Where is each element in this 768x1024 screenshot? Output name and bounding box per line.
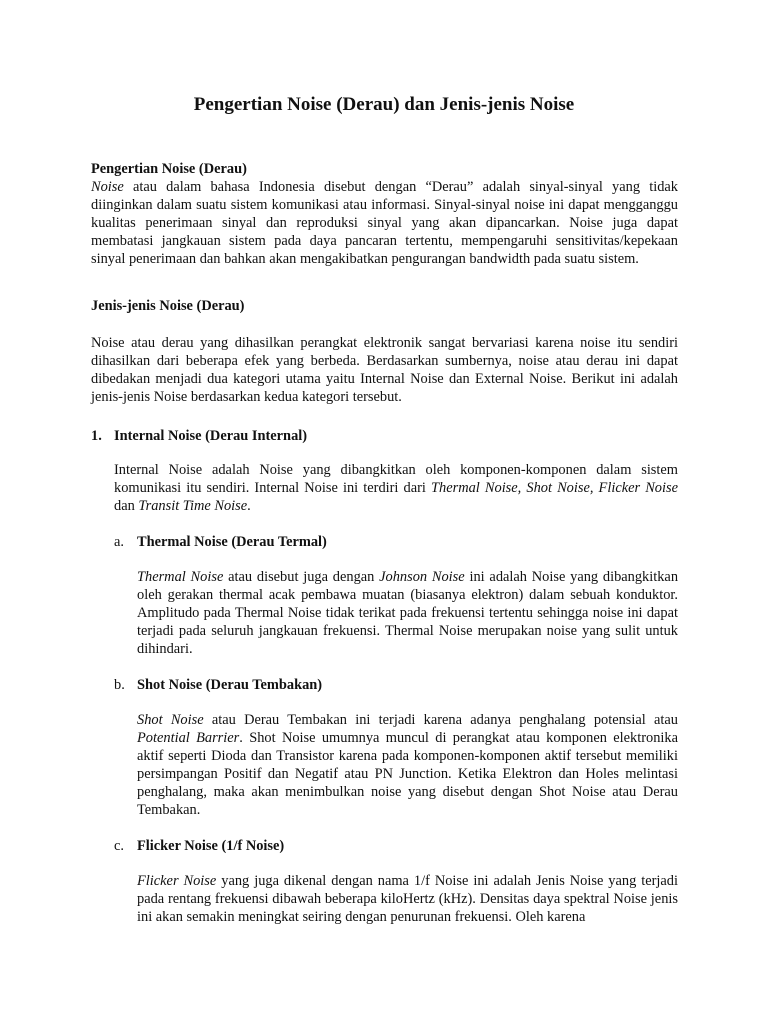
list-letter-b: b. xyxy=(114,677,125,693)
section-heading-definition: Pengertian Noise (Derau) xyxy=(91,161,247,177)
shot-text-a: atau Derau Tembakan ini terjadi karena adanya penghalang potensial atau xyxy=(203,712,678,728)
definition-text: atau dalam bahasa Indonesia disebut dengan “Derau” adalah sinyal-sinyal yang tidak diinginkan dalam suatu sistem komunikasi atau informasi. Sinyal-sinyal noise ini dapat mengganggu kualitas penerimaan sinyal dan reproduksi sinyal yang akan dipancarkan. Noise juga dapat membatasi jangkauan sistem pada daya pancaran tertentu, mempengaruhi sensitivitas/kepekaan sinyal penerimaan dan bahkan akan mengakibatkan pengurangan bandwidth pada suatu sistem. xyxy=(91,179,678,267)
thermal-text-b: ini adalah Noise yang dibangkitkan oleh gerakan thermal acak pembawa muatan (biasanya elektron) dalam sebuah konduktor. Amplitudo pada Thermal Noise tidak terikat pada frekuensi tertentu sehingga noise ini dapat terjadi pada seluruh jangkauan frekuensi. Thermal Noise merupakan noise yang sulit untuk dihindari. xyxy=(137,569,679,657)
shot-noise-paragraph xyxy=(137,711,678,819)
thermal-noise-paragraph xyxy=(137,568,678,658)
thermal-noise-heading: Thermal Noise (Derau Termal) xyxy=(137,534,327,550)
section-heading-types: Jenis-jenis Noise (Derau) xyxy=(91,298,245,314)
internal-last-italic: Transit Time Noise xyxy=(138,498,248,514)
flicker-noise-heading: Flicker Noise (1/f Noise) xyxy=(137,838,285,854)
thermal-term: Thermal Noise xyxy=(137,569,224,585)
flicker-noise-paragraph xyxy=(137,872,678,926)
potential-barrier-term: Potential Barrier xyxy=(137,730,240,746)
list-letter-c: c. xyxy=(114,838,124,854)
shot-term: Shot Noise xyxy=(137,712,204,728)
internal-list-italic: Thermal Noise, Shot Noise, Flicker Noise xyxy=(431,480,678,496)
internal-noise-paragraph xyxy=(114,461,678,515)
noise-term: Noise xyxy=(91,179,124,195)
internal-noise-heading: Internal Noise (Derau Internal) xyxy=(114,428,308,444)
internal-text-a: Internal Noise adalah Noise yang dibangkitkan oleh komponen-komponen dalam sistem komunikasi itu sendiri. Internal Noise ini terdiri dari xyxy=(114,462,678,496)
definition-paragraph xyxy=(91,178,678,268)
shot-text-b: . Shot Noise umumnya muncul di perangkat atau komponen elektronika aktif seperti Dioda dan Transistor karena pada komponen-komponen aktif tersebut memiliki persimpangan Positif dan Negatif atau PN Junction. Ketika Elektron dan Holes melintasi penghalang, maka akan menimbulkan noise yang disebut dengan Shot Noise atau Derau Tembakan. xyxy=(137,730,679,818)
list-number-1: 1. xyxy=(91,428,102,444)
document-title: Pengertian Noise (Derau) dan Jenis-jenis Noise xyxy=(193,94,575,115)
list-letter-a: a. xyxy=(114,534,124,550)
flicker-text-a: yang juga dikenal dengan nama 1/f Noise ini adalah Jenis Noise yang terjadi pada rentang frekuensi dibawah beberapa kiloHertz (kHz). Densitas daya spektral Noise jenis ini akan semakin meningkat seiring dengan penurunan frekuensi. Oleh karena xyxy=(137,873,678,925)
internal-text-b: dan xyxy=(114,498,139,514)
johnson-term: Johnson Noise xyxy=(379,569,465,585)
shot-noise-heading: Shot Noise (Derau Tembakan) xyxy=(137,677,323,693)
types-paragraph: Noise atau derau yang dihasilkan perangkat elektronik sangat bervariasi karena noise itu sendiri dihasilkan dari beberapa efek yang berbeda. Berdasarkan sumbernya, noise atau derau ini dapat dibedakan menjadi dua kategori utama yaitu Internal Noise dan External Noise. Berikut ini adalah jenis-jenis Noise berdasarkan kedua kategori tersebut. xyxy=(91,335,678,405)
flicker-term: Flicker Noise xyxy=(137,873,217,889)
internal-text-c: . xyxy=(247,498,251,514)
thermal-text-a: atau disebut juga dengan xyxy=(223,569,380,585)
